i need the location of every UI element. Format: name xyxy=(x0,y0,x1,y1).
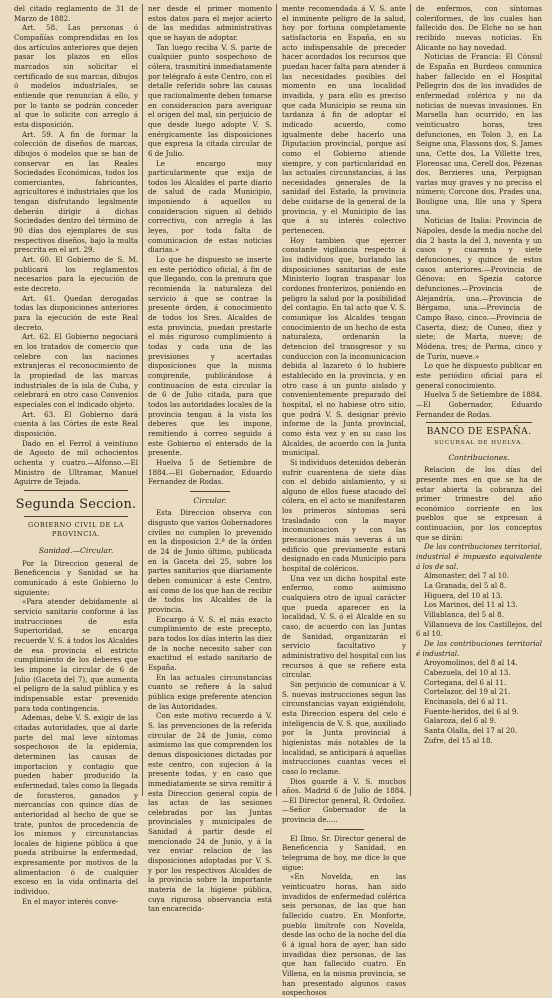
paragraph: Esta Direccion observa con disgusto que varios Gobernadores civiles no cumplen lo prevenido en la disposicion 2.ª de la órden de 24 de Junio último, publicada en la Gaceta del 25, sobre los partes sanitarios que diariamente deben comunicar á este Centro, así como de los que han de recibir de todos los Alcaldes de la provincia. xyxy=(148,508,272,615)
divider xyxy=(426,422,532,423)
list-item: Cabezuela, del 10 al 13. xyxy=(424,667,511,677)
paragraph: Noticias de Francia: El Cónsul de España en Burdeos comunica haber fallecido en el Hospital Pellegrin dos de los invadidos de enfermedad colérica y no da noticias de nuevas invasiones. En Marsella han ocurrido, en las veinticuatro horas, tres defunciones, en Tolon 3, en La Seigne una, Flassons dos, S. James una, Cette dos, La Villette tres, Florensac una, Cerell dos, Pézenas dos, Berzieres una, Perpignan varias muy graves y no precisa el número; Corcone dos, Prades una, Bouligne una, Ille una y Spera una. xyxy=(416,52,542,216)
divider xyxy=(24,490,128,491)
paragraph: Lo que he dispuesto se inserte en este periódico oficial, á fin de que llegando, con la premura que recomienda la naturaleza del servicio á que se contrae la presente órden, á conocimiento de todos los Sres. Alcaldes de esta provincia, puedan prestarle el más riguroso cumplimiento á todas y cada una de las previsiones y acertadas disposiciones que la misma comprende, publicándose á continuacion de esta circular la de 6 de Julio citada, para que todos las autoridades locales de la provincia tengan á la vista los deberes que les impone, remitiendo á correo seguido á este Gobierno el enterado de la presente. xyxy=(148,255,272,458)
paragraph: Noticias de Italia: Provincia de Nápoles, desde la media noche del dia 2 hasta la del 3, noventa y un casos y cuarenta y siete defunciones, y quince de estos casos anteriores.—Provincia de Génova: en Spezia catorce defunciones.—Provincia de Alejandría, una.—Provincia de Bérgamo, una.—Provincia de Campo Baso, cinco.—Provincia de Caserta, diez; de Cuneo, diez y siete; de Marta, nueve; de Módena, tres; de Parma, cinco y de Turín, nueve.» xyxy=(416,216,542,361)
list-item: Galaroza, del 6 al 9. xyxy=(424,716,497,726)
circular-heading: Circular. xyxy=(193,495,227,505)
paragraph: Art. 60. El Gobierno de S. M. publicará los reglamentos necesarios para la ejecución de este decreto. xyxy=(14,255,138,294)
paragraph: ner desde el primer momento estos datos para el mejor acierto de las medidas administrativas que se hayan de adoptar. xyxy=(148,4,272,42)
paragraph: Ademas, debe V. S. exigir de las citadas autoridades, que al darle parte del mal leve síntomas sospechosos de la epidemia, determinen las causas de importacion y contagio que pueden haber producido la enfermedad, tales como la llegada de forasteros, ganados y mercancías con quince días de anterioridad al hecho de que se trate, puntos de procedencia de los mismos y circunstancias locales de higiene pública á que pueda atribuirse la enfermedad, expresamente por motivos de la alimentacion ó de cualquier exceso en la vida ordinaria del individuo. xyxy=(14,713,138,897)
contribuciones-heading: Contribuciones. xyxy=(448,452,510,462)
paragraph: de enfermos, con síntomas coleriformes, de los cuales han fallecido dos. De Elche no se han recibido nuevas noticias. En Alicante no hay novedad. xyxy=(416,4,542,52)
divider xyxy=(24,516,128,517)
paragraph: Art. 61. Quedan derogadas todas las disposiciones anteriores para la ejecución de este Real decreto. xyxy=(14,293,138,332)
paragraph: Con este motivo recuerdo á V. S. las prevenciones de la referida circular de 24 de Junio, como asimismo las que comprenden los demas disposiciones dictadas por este centro, con sujecion á la presente todas, y en caso que inmediatamente se sirva remitir á esta Direccion general copia de las actas de las sesiones celebradas por las Juntas provinciales y municipales de Sanidad á partir desde el mencionado 24 de Junio, y á la vez enviar relacion de las disposiciones adoptadas por V. S. y por los respectivos Alcaldes de la provincia sobre la importante materia de la higiene pública, cuya rigurosa observancia está tan encarecida- xyxy=(148,711,272,914)
list-item: Villanueva de los Castillejos, del 6 al 10. xyxy=(416,619,542,639)
paragraph: Dios guarde á V. S. muchos años. Madrid 6 de Julio de 1884.—El Director general, R. Ordoñez.—Señor Gobernador de la provincia de..... xyxy=(282,776,406,825)
banco-heading: BANCO DE ESPAÑA. xyxy=(426,426,532,438)
column-rule xyxy=(410,4,411,796)
paragraph: El Ilmo. Sr. Director general de Beneficencia y Sanidad, en telegrama de hoy, me dice lo que sigue: xyxy=(282,833,406,872)
signature: Huelva 5 de Setiembre de 1884.—El Gobernador, Eduardo Fernandez de Rodas. xyxy=(148,457,272,487)
paragraph: Por la Direccion general de Beneficencia y Sanidad se ha comunicado á este Gobierno lo siguiente: xyxy=(14,558,138,597)
paragraph: Hoy tambien que ejercer constante vigilancia respecto á los individuos que, burlando las disposiciones sanitarias de este Ministerio logran traspasar los cordones fronterizos, poniendo en peligro la salud por la posibilidad del contagio. En tal acto que V. S. comunique los Alcaldes tengan conocimiento de un hecho de esta naturaleza, ordenarán la detencion del transgresor y su conduccion con la incomunicacion debida al lazareto ó lo hubiere establecido en la provincia, y en otro caso á un punto aislado y convenientemente preparado del hospital, el no habiese otro sitio, que podrá V. S. designar prévio informe de la Junta provincial, como ésta vez y en su caso los Alcaldes, de acuerdo con la Junta municipal. xyxy=(282,235,406,458)
list-item: Los Marinos, del 11 al 13. xyxy=(424,600,518,610)
column-1 xyxy=(14,4,138,906)
column-rule xyxy=(276,4,277,796)
column-2 xyxy=(148,4,272,914)
paragraph: Una vez un dicho hospital este enfermo, como asimismo cualquiera otro de igual carácter que pueda aparecer en la localidad, V. S. ó el Alcalde en su caso, de acuerdo con las Juntas de Sanidad, organizarán el servicio facultativo y administrativo del hospital con los recursos á que se refiere esta circular. xyxy=(282,573,406,680)
list-item: Cortelazor, del 19 al 21. xyxy=(424,687,511,697)
paragraph: Art. 63. El Gobierno dará cuenta á las Córtes de este Real disposición. xyxy=(14,409,138,438)
list-item: La Granada, del 5 al 8. xyxy=(424,581,507,591)
paragraph: En el mayor interés conve- xyxy=(22,896,119,906)
list-item: Cortegana, del 6 al 11. xyxy=(424,677,507,687)
concepto-heading: De las contribuciones territorial, industrial é impuesto equivalente á los de sal. xyxy=(416,542,542,571)
signature: Huelva 5 de Setiembre de 1884.—El Gobernador, Eduardo Fernandez de Rodas. xyxy=(416,390,542,419)
paragraph: del citado reglamento de 31 de Marzo de 1882. xyxy=(14,4,138,23)
list-item: Higuera, del 10 al 13. xyxy=(424,590,503,600)
paragraph: En las actuales circunstancias cuanto se refiere á la salud pública exige preferente atencion de las Autoridades. xyxy=(148,672,272,711)
list-item: Villablanca, del 5 al 8. xyxy=(424,610,504,620)
paragraph: Dado en el Ferrol á veintiuno de Agosto de mil ochocientos ochenta y cuatro.—Alfonso.—El Ministro de Ultramar, Manuel Aguirre de Tejada. xyxy=(14,438,138,487)
gobierno-heading: GOBIERNO CIVIL DE LA PROVINCIA. xyxy=(28,520,124,539)
newspaper-page xyxy=(14,4,544,998)
concepto-heading: De las contribuciones territorial é industrial. xyxy=(416,639,542,658)
paragraph: Relacion de los días del presente mes en que se ha de estar abierta la cobranza del primer trimestre del año económico corriente en los pueblos que se expresan á continuacion, por los conceptos que se dirán: xyxy=(416,465,542,542)
list-item: Santa Olalla, del 17 al 20. xyxy=(424,725,518,735)
section-title: Segunda Seccion. xyxy=(15,496,137,512)
column-rule xyxy=(142,4,143,796)
paragraph: Art. 62. El Gobierno negociará en los tratados de comercio que celebre con las naciones extranjeras el reconocimiento de la propiedad de las marcas industriales de la isla de Cuba, y celebrará en otro caso Convenios especiales con el indicado objeto. xyxy=(14,332,138,409)
list-item: Encinasola, del 6 al 11. xyxy=(424,696,508,706)
sucursal-heading: SUCURSAL DE HUELVA. xyxy=(434,439,524,446)
paragraph: Le encargo muy particularmente que exija de todos los Alcaldes el parte diario de salud de cada Municipio, imponiendo á aquellos su consideracion siguen al debido correctivo, con arreglo á las leyes, por toda falta de comunicacion de estas noticias diarias.» xyxy=(148,158,272,255)
list-item: Aroyomolinos, del 8 al 14. xyxy=(424,658,518,668)
list-item: Almonaster, del 7 al 10. xyxy=(424,571,510,581)
column-4 xyxy=(416,4,542,794)
paragraph: «En Novelda, en las veinticuatro horas, han sido invadidos de enfermedad colérica seis personas, de las que han fallecido cuatro. En Monforte, pueblo limítrofe con Novelda, desde las ocho de la noche del dia 6 á igual hora de ayer, han sido invadidas diez personas, de las que han fallecido cuatro. En Villena, en la misma provincia, se han presentado algunos casos sospechosos xyxy=(282,872,406,998)
list-item: Fuente-heridos, del 6 al 9. xyxy=(424,706,519,716)
divider xyxy=(324,829,364,830)
paragraph: Tan luego reciba V. S. parte de cualquier punto sospechoso de cólera, trasmitirá inmediatamente por telégrafo á este Centro, con el detalle referido sobre las causas que racionalmente deben tomarse en consideracion para averiguar el origen del mal, sin perjuicio de que desde luego adopte V. S. enérgicamente las disposiciones que expresa la citada circular de 6 de Julio. xyxy=(148,42,272,158)
subheading: Sanidad.—Circular. xyxy=(38,546,114,556)
paragraph: Art. 59. A fin de formar la colección de diseños de marcas, dibujos ó modelos que se han de conservar en las Reales Sociedades Económicas, todos los comerciantes, fabricantes, agricultores é industriales que los tengan disfrutando legalmente deberán dirigir á dichas Sociedades dentro del término de 90 días dos ejemplares de sus respectivos diseños, bajo la multa prescrita en el art. 29. xyxy=(14,129,138,255)
paragraph: Sin perjuicio de comunicar á V. S. nuevas instrucciones segun las circunstancias vayan exigiéndolo, esta Direccion espera del celo é inteligencia de V. S. que, auxiliado por la Junta provincial á higienistas más notables de la localidad, se anticipará á aquellas instrucciones cuantas veces el caso lo reclame. xyxy=(282,679,406,776)
list-item: Zufre, del 15 al 18. xyxy=(424,735,493,745)
divider xyxy=(190,491,230,492)
column-3 xyxy=(282,4,406,998)
paragraph: Lo que he dispuesto publicar en este periódico oficial para el general conocimiento. xyxy=(416,361,542,390)
paragraph: Si individuos detenidos deberán sufrir cuarentena de siete días con el debido aislamiento, y si alguno de ellos fuese atacado del cólera, en el acto se manifestaren los primeros síntomas será trasladado con la mayor incomunicacion y con las precauciones más severas á un edificio que previamente estará designado en cada Municipio para hospital de coléricos. xyxy=(282,457,406,574)
paragraph: mente recomendada á V. S. ante el inminente peligro de la salud, hoy por fortuna completamente satisfactoria en España, en su acto indispensable de preceder hacer acordados los recursos que puedan hacer falta para atender á las necesidades posibles del momento en una localidad invadida, y para ello es preciso que cada Municipio se reuna sin tardanza á fin de adoptar el indicado acuerdo, como igualmente debe hacerlo una Diputacion provincial, porque así como el Gobierno atiende siempre, y con particularidad en las actuales circunstancias, á las necesidades generales de la sanidad del Estado, la provincia debe cuidarse de la general de la provincia, y el Municipio de las que á su interés colectivo pertenecen. xyxy=(282,4,406,236)
paragraph: Art. 58. Las personas ó Compañías comprendidas en los dos artículos anteriores que dejen pasar los plazos en ellos marcados sin solicitar el certificado de sus marcas, dibujos ó modelos industriales, se entiende que renuncian á ello, y por lo tanto se podrán conceder al que lo solicite con arreglo á esta disposición. xyxy=(14,23,138,129)
paragraph: «Para atender debidamente al servicio sanitario conforme á las instrucciones de esta Superioridad, se encarga recuerde V. S. á todos los Alcaldes de esa provincia el estricto cumplimiento de los deberes que les impone la circular de 6 de Julio (Gaceta del 7), que aumenta el peligro de la salud pública y es indispensable estar prevenido para toda contingencia. xyxy=(14,597,138,713)
paragraph: Encargo á V. S. el más exacto cumplimiento de este precepto, para todos los días interin las diez de la noche necesito saber con exactitud el estado sanitario de España. xyxy=(148,614,272,672)
